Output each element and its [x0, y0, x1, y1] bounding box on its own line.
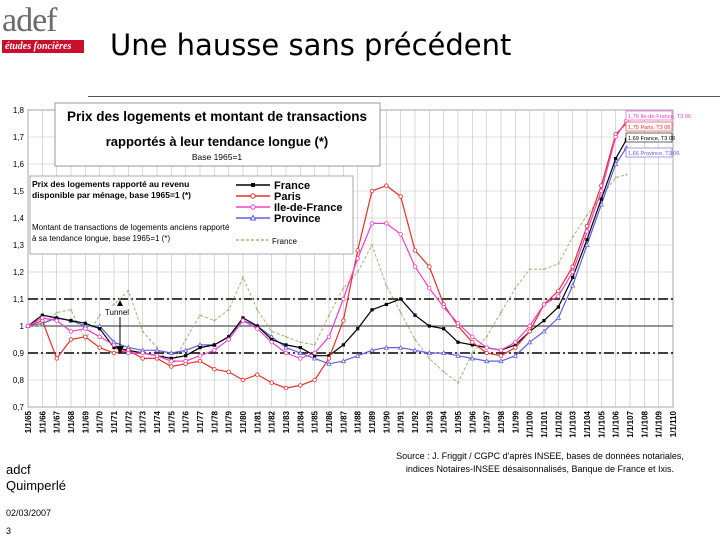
data-point-transactions [625, 174, 627, 176]
legend-label-province: Province [274, 213, 321, 225]
data-point-paris [112, 351, 116, 355]
data-point-idf [270, 340, 274, 344]
data-point-transactions [500, 312, 502, 314]
source-line1: Source : J. Friggit / CGPC d'après INSEE, bases de données notariales, [396, 451, 684, 461]
data-point-france [385, 303, 388, 306]
data-point-france [456, 341, 459, 344]
y-tick-label: 1,7 [12, 133, 24, 142]
y-tick-label: 0,9 [12, 349, 24, 358]
data-point-france [442, 327, 445, 330]
data-point-idf [69, 330, 73, 334]
data-point-france [585, 238, 588, 241]
series-end-labels [626, 111, 691, 157]
data-point-paris [413, 249, 417, 253]
legend-prices-heading: Prix des logements rapporté au revenu disponible par ménage, base 1965=1 (*) [32, 179, 191, 200]
org-line1: adcf [6, 462, 31, 477]
data-point-france [428, 324, 431, 327]
data-point-paris [98, 346, 102, 350]
data-point-idf [84, 327, 88, 331]
data-point-paris [514, 346, 518, 350]
adef-logo [2, 4, 86, 53]
chart-title-line2: rapportés à leur tendance longue (*) [105, 134, 329, 149]
data-point-transactions [242, 276, 244, 278]
data-point-transactions [414, 339, 416, 341]
data-point-paris [227, 370, 231, 374]
data-point-idf [528, 324, 532, 328]
x-tick-label: 1/1/108 [640, 411, 650, 438]
x-tick-label: 1/1/96 [468, 411, 478, 434]
data-point-paris [342, 319, 346, 323]
x-tick-label: 1/1/79 [224, 411, 234, 434]
x-tick-label: 1/1/86 [325, 411, 334, 434]
x-tick-label: 1/1/94 [439, 411, 449, 434]
data-point-transactions [514, 287, 516, 289]
data-point-idf [428, 286, 432, 290]
data-point-transactions [328, 314, 330, 316]
data-point-transactions [228, 309, 230, 311]
data-point-transactions [428, 357, 430, 359]
data-point-idf [342, 297, 346, 301]
data-point-idf [499, 349, 503, 353]
data-point-idf [41, 316, 45, 320]
legend-marker-paris [251, 194, 255, 198]
data-point-france [600, 198, 603, 201]
logo-word: adef [2, 2, 57, 39]
data-point-idf [413, 265, 417, 269]
data-point-paris [284, 386, 288, 390]
data-point-paris [485, 351, 489, 355]
data-point-transactions [213, 320, 215, 322]
data-point-france [557, 306, 560, 309]
data-point-france [571, 276, 574, 279]
data-point-transactions [400, 312, 402, 314]
data-point-idf [471, 335, 475, 339]
data-point-paris [370, 189, 374, 193]
x-tick-label: 1/1/68 [67, 411, 76, 434]
data-point-transactions [557, 263, 559, 265]
x-tick-label: 1/1/107 [626, 411, 635, 438]
data-point-transactions [299, 341, 301, 343]
y-axis-ticks [13, 106, 25, 412]
data-point-idf [170, 359, 174, 363]
data-point-transactions [371, 244, 373, 246]
data-point-idf [485, 346, 489, 350]
x-tick-label: 1/1/109 [654, 411, 664, 438]
data-point-transactions [70, 309, 72, 311]
slide-date: 02/03/2007 [6, 508, 52, 518]
data-point-idf [585, 230, 589, 234]
data-point-france [84, 322, 87, 325]
legend-marker-france [251, 183, 255, 187]
x-tick-label: 1/1/102 [554, 411, 564, 438]
data-point-idf [385, 222, 389, 226]
data-point-france [399, 297, 402, 300]
data-point-france [184, 354, 187, 357]
org-line2: Quimperlé [6, 478, 66, 493]
data-point-idf [26, 324, 30, 328]
data-point-france [69, 319, 72, 322]
data-point-france [342, 343, 345, 346]
x-tick-label: 1/1/105 [597, 411, 607, 438]
data-point-paris [471, 340, 475, 344]
x-tick-label: 1/1/69 [81, 411, 91, 434]
data-point-idf [227, 338, 231, 342]
data-point-paris [141, 357, 145, 361]
y-tick-label: 1,6 [12, 160, 24, 169]
x-tick-label: 1/1/84 [296, 411, 306, 434]
data-point-idf [155, 354, 159, 358]
source-line2: indices Notaires-INSEE désaisonnalisés, Banque de France et Ixis. [405, 464, 675, 474]
data-point-transactions [99, 314, 101, 316]
x-tick-label: 1/1/71 [110, 411, 119, 434]
x-tick-label: 1/1/76 [181, 411, 191, 434]
data-point-idf [141, 351, 145, 355]
data-point-idf [356, 257, 360, 261]
data-point-idf [284, 351, 288, 355]
data-point-paris [356, 249, 360, 253]
data-point-paris [327, 357, 331, 361]
y-tick-label: 1,2 [12, 268, 24, 277]
organization-label [6, 462, 66, 494]
data-point-idf [614, 135, 618, 139]
data-point-idf [55, 319, 59, 323]
data-point-idf [557, 295, 561, 299]
data-point-transactions [285, 336, 287, 338]
data-point-transactions [457, 382, 459, 384]
data-point-paris [198, 359, 202, 363]
y-tick-label: 1,8 [12, 106, 24, 115]
data-point-transactions [471, 352, 473, 354]
legend-label-transactions: France [272, 237, 297, 246]
data-point-paris [270, 381, 274, 385]
data-point-transactions [586, 214, 588, 216]
data-point-france [614, 157, 617, 160]
x-tick-label: 1/1/93 [425, 411, 435, 434]
x-tick-label: 1/1/103 [568, 411, 578, 438]
x-tick-label: 1/1/73 [138, 411, 148, 434]
data-point-paris [399, 195, 403, 199]
data-point-idf [198, 354, 202, 358]
data-point-transactions [127, 290, 129, 292]
data-point-paris [170, 365, 174, 369]
x-tick-label: 1/1/72 [124, 411, 134, 434]
legend-transactions-heading-box [32, 222, 232, 252]
data-point-france [370, 308, 373, 311]
data-point-idf [256, 327, 260, 331]
x-tick-label: 1/1/87 [339, 411, 349, 434]
data-point-idf [184, 359, 188, 363]
x-tick-label: 1/1/101 [540, 411, 549, 438]
x-tick-label: 1/1/98 [497, 411, 506, 434]
data-point-transactions [342, 287, 344, 289]
data-point-idf [327, 335, 331, 339]
data-point-france [284, 343, 287, 346]
data-point-transactions [543, 268, 545, 270]
data-point-transactions [615, 177, 617, 179]
data-point-paris [69, 338, 73, 342]
data-point-idf [213, 349, 217, 353]
x-tick-label: 1/1/77 [196, 411, 205, 434]
data-point-idf [514, 340, 518, 344]
data-point-paris [385, 184, 389, 188]
data-point-paris [84, 335, 88, 339]
x-tick-label: 1/1/65 [24, 411, 33, 434]
x-tick-label: 1/1/66 [38, 411, 48, 434]
end-label-paris: 1,75 Paris, T3 06 [628, 125, 671, 131]
price-chart [0, 100, 720, 450]
chart-title-line3: Base 1965=1 [191, 152, 243, 162]
x-tick-label: 1/1/88 [353, 411, 363, 434]
x-tick-label: 1/1/92 [411, 411, 420, 434]
data-point-idf [299, 357, 303, 361]
x-tick-label: 1/1/80 [239, 411, 248, 434]
tunnel-label: Tunnel [104, 308, 130, 317]
end-label-idf: 1,76 Ile-de-France, T3 06 [628, 114, 692, 120]
x-tick-label: 1/1/106 [611, 411, 621, 438]
y-tick-label: 1,3 [12, 241, 24, 250]
data-point-paris [313, 378, 317, 382]
legend-label-france: France [274, 180, 311, 192]
data-point-idf [112, 343, 116, 347]
x-tick-label: 1/1/85 [310, 411, 320, 434]
data-point-idf [241, 319, 245, 323]
x-tick-label: 1/1/83 [282, 411, 291, 434]
data-point-transactions [314, 344, 316, 346]
chart-title-line1: Prix des logements et montant de transactions [66, 109, 368, 124]
x-tick-label: 1/1/97 [482, 411, 492, 434]
x-tick-label: 1/1/74 [153, 411, 162, 434]
data-point-transactions [256, 309, 258, 311]
x-axis-ticks [24, 410, 678, 437]
data-point-france [213, 343, 216, 346]
data-point-france [356, 327, 359, 330]
y-tick-label: 1 [19, 322, 24, 331]
y-tick-label: 1,5 [12, 187, 24, 196]
logo-subtitle: études foncières [2, 40, 84, 53]
y-tick-label: 0,8 [12, 376, 24, 385]
y-tick-label: 0,7 [12, 403, 24, 412]
data-point-idf [313, 351, 317, 355]
x-tick-label: 1/1/89 [368, 411, 377, 434]
data-point-transactions [199, 314, 201, 316]
x-tick-label: 1/1/70 [95, 411, 105, 434]
data-point-paris [213, 367, 217, 371]
x-tick-label: 1/1/67 [52, 411, 62, 434]
data-point-idf [456, 322, 460, 326]
data-point-france [299, 346, 302, 349]
x-tick-label: 1/1/78 [210, 411, 220, 434]
title-divider [88, 96, 720, 97]
x-tick-label: 1/1/75 [167, 411, 177, 434]
data-point-idf [399, 232, 403, 236]
data-point-paris [428, 265, 432, 269]
data-point-idf [370, 222, 374, 226]
data-point-paris [55, 357, 59, 361]
x-tick-label: 1/1/90 [382, 411, 392, 434]
legend-label-paris: Paris [274, 191, 301, 203]
data-point-paris [241, 378, 245, 382]
source-note [360, 450, 720, 476]
end-label-province: 1,66 Province, T3 06 [628, 151, 680, 157]
data-point-idf [600, 189, 604, 193]
data-point-idf [127, 351, 131, 355]
data-point-transactions [572, 236, 574, 238]
data-point-transactions [385, 285, 387, 287]
data-point-transactions [271, 330, 273, 332]
data-point-idf [542, 303, 546, 307]
x-tick-label: 1/1/91 [396, 411, 406, 434]
data-point-paris [299, 384, 303, 388]
data-point-france [542, 319, 545, 322]
data-point-france [98, 327, 101, 330]
legend-transactions-heading: Montant de transactions de logements anciens rapporté à sa tendance longue, base 1965=1 (*) [32, 223, 230, 243]
data-point-transactions [443, 371, 445, 373]
legend-prices-heading-box [32, 179, 197, 221]
data-point-transactions [529, 268, 531, 270]
y-tick-label: 1,4 [12, 214, 24, 223]
data-point-paris [557, 289, 561, 293]
data-point-idf [442, 305, 446, 309]
page-number: 3 [6, 526, 12, 536]
data-point-transactions [185, 339, 187, 341]
slide-title: Une hausse sans précédent [110, 28, 512, 62]
data-point-transactions [357, 271, 359, 273]
data-point-transactions [56, 312, 58, 314]
y-tick-label: 1,1 [12, 295, 24, 304]
x-tick-label: 1/1/95 [454, 411, 463, 434]
legend-label-idf: Ile-de-France [274, 202, 343, 214]
x-tick-label: 1/1/110 [669, 411, 678, 438]
x-tick-label: 1/1/99 [511, 411, 521, 434]
data-point-paris [256, 373, 260, 377]
x-tick-label: 1/1/82 [267, 411, 277, 434]
data-point-france [198, 346, 201, 349]
data-point-transactions [142, 330, 144, 332]
data-point-transactions [486, 336, 488, 338]
end-label-france: 1,69 France, T3 06 [628, 136, 676, 142]
data-point-paris [528, 330, 532, 334]
data-point-france [413, 314, 416, 317]
x-tick-label: 1/1/81 [253, 411, 263, 434]
data-point-idf [571, 270, 575, 274]
x-tick-label: 1/1/100 [525, 411, 535, 438]
data-point-transactions [113, 303, 115, 305]
x-tick-label: 1/1/104 [583, 411, 592, 438]
data-point-paris [499, 354, 503, 358]
data-point-idf [98, 335, 102, 339]
legend-marker-idf [251, 205, 255, 209]
